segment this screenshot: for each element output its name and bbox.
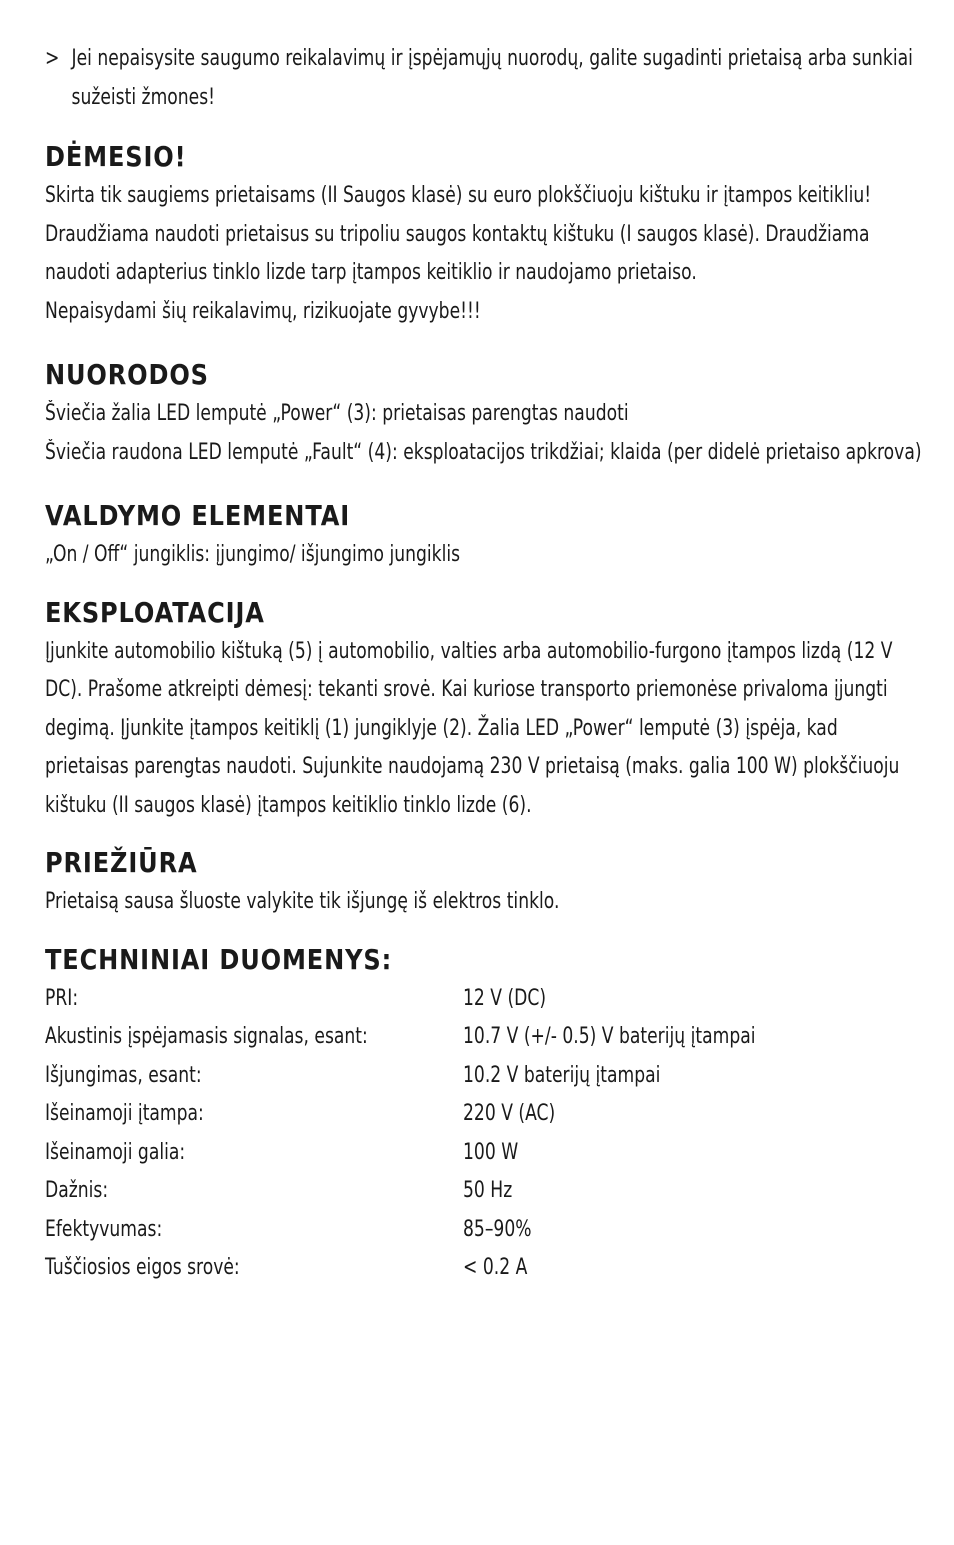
paragraph: Įjunkite automobilio kištuką (5) į automobilio, valties arba automobilio-furgono įtampos lizdą (12 V DC). Prašome atkreipti dėmesį: tekanti srovė. Kai kuriose transporto priemonėse privaloma įjungti degimą. Įjunkite įtampos keitiklį (1) jungiklyje (2). Žalia LED „Power“ lemputė (3) įspėja, kad prietaisas parengtas naudoti. Sujunkite naudojamą 230 V prietaisą (maks. galia 100 W) plokščiuoju kištuku (II saugos klasė) įtampos keitiklio tinklo lizde (6).	[45, 638, 900, 818]
manual-page	[45, 40, 922, 1288]
spec-row	[45, 1134, 915, 1173]
paragraph: Šviečia raudona LED lemputė „Fault“ (4): eksploatacijos trikdžiai; klaida (per didelė prietaiso apkrova)	[45, 439, 922, 465]
spec-value: 220 V (AC)	[463, 1101, 556, 1126]
spec-row	[45, 1172, 915, 1211]
section-operation	[45, 595, 915, 826]
section-heading: VALDYMO ELEMENTAI	[45, 499, 351, 532]
spec-label: PRI:	[45, 985, 79, 1011]
section-heading: PRIEŽIŪRA	[45, 846, 198, 879]
section-heading: EKSPLOATACIJA	[45, 595, 265, 629]
paragraph: Šviečia žalia LED lemputė „Power“ (3): prietaisas parengtas naudoti	[45, 401, 629, 426]
spec-row	[45, 1018, 915, 1057]
spec-label: Tuščiosios eigos srovė:	[45, 1255, 240, 1280]
spec-label: Dažnis:	[45, 1178, 109, 1203]
spec-label: Akustinis įspėjamasis signalas, esant:	[45, 1024, 368, 1049]
spec-label: Išeinamoji įtampa:	[45, 1101, 204, 1126]
spec-label: Efektyvumas:	[45, 1216, 163, 1242]
spec-row	[45, 1095, 915, 1134]
spec-value: 50 Hz	[463, 1178, 513, 1203]
spec-value: 100 W	[463, 1139, 519, 1165]
section-technical-data	[45, 942, 915, 1288]
bullet-marker: >	[45, 46, 60, 71]
paragraph: Skirta tik saugiems prietaisams (II Saugos klasė) su euro plokščiuoju kištuku ir įtampos keitikliu! Draudžiama naudoti prietaisus su tripoliu saugos kontaktų kištuku (I saugos klasė). Draudžiama naudoti adapterius tinklo lizde tarp įtampos keitiklio ir naudojamo prietaiso.	[45, 183, 872, 285]
spec-value: 85–90%	[463, 1216, 532, 1242]
paragraph: Prietaisą sausa šluoste valykite tik išjungę iš elektros tinklo.	[45, 889, 560, 914]
spec-value: 10.2 V baterijų įtampai	[463, 1062, 661, 1088]
section-controls	[45, 498, 915, 575]
spec-value: 12 V (DC)	[463, 985, 547, 1011]
spec-row	[45, 1211, 915, 1250]
safety-warning	[45, 40, 922, 117]
spec-table	[45, 980, 915, 1288]
section-attention	[45, 139, 915, 331]
safety-warning-text: Jei nepaisysite saugumo reikalavimų ir įspėjamųjų nuorodų, galite sugadinti prietaisą arba sunkiai sužeisti žmones!	[71, 46, 913, 110]
section-maintenance	[45, 845, 915, 922]
spec-row	[45, 980, 915, 1019]
paragraph: Nepaisydami šių reikalavimų, rizikuojate gyvybe!!!	[45, 298, 481, 324]
section-heading: DĖMESIO!	[45, 140, 187, 173]
spec-row	[45, 1057, 915, 1096]
section-notes	[45, 357, 922, 472]
spec-label: Išjungimas, esant:	[45, 1062, 202, 1088]
spec-value: 10.7 V (+/- 0.5) V baterijų įtampai	[463, 1024, 756, 1049]
spec-row	[45, 1249, 915, 1288]
spec-label: Išeinamoji galia:	[45, 1139, 186, 1165]
section-heading: TECHNINIAI DUOMENYS:	[45, 942, 393, 976]
paragraph: „On / Off“ jungiklis: įjungimo/ išjungimo jungiklis	[45, 542, 461, 567]
section-heading: NUORODOS	[45, 358, 209, 391]
spec-value: < 0.2 A	[463, 1255, 528, 1280]
